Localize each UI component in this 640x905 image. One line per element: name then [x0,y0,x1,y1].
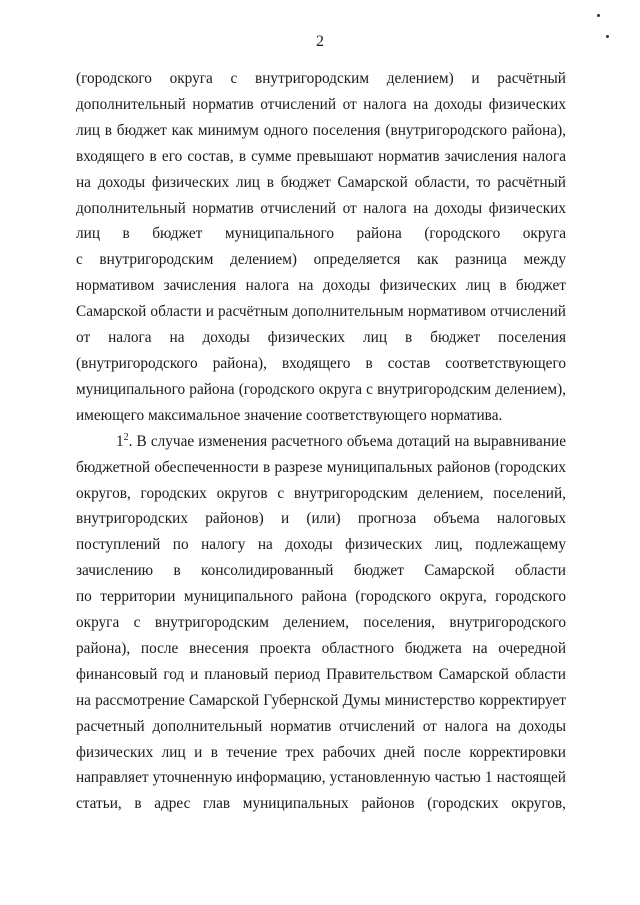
text-line: внутригородских районов) и (или) прогноза объема налоговых [76,510,566,528]
text-line: имеющего максимальное значение соответствующего норматива. [76,406,503,424]
text-line: лиц в бюджет муниципального района (городского округа [76,225,566,243]
text-line: дополнительный норматив отчислений от налога на доходы физических [76,95,566,113]
text-line: финансовый год и плановый период Правительством Самарской области [76,665,566,683]
text-line-first [76,429,566,455]
paragraph-continuation [76,66,566,429]
text-line: по территории муниципального района (городского округа, городского [76,588,566,606]
text-line: лиц в бюджет как минимум одного поселения (внутригородского района), [76,121,566,139]
paragraph-1-2 [76,429,566,818]
text-line: бюджетной обеспеченности в разрезе муниципальных районов (городских [76,458,566,476]
paragraph-marker-superscript: 2 [123,431,129,443]
paragraph-marker: 1 [116,432,124,450]
text-line: (внутригородского района), входящего в состав соответствующего [76,354,566,372]
text-line: поступлений по налогу на доходы физических лиц, подлежащему [76,536,566,554]
text-line: статьи, в адрес глав муниципальных районов (городских округов, [76,795,566,813]
text-line: направляет уточненную информацию, установленную частью 1 настоящей [76,769,566,787]
text-line: района), после внесения проекта областного бюджета на очередной [76,639,566,657]
text-line: на доходы физических лиц в бюджет Самарской области, то расчётный [76,173,566,191]
text-line: нормативом зачисления налога на доходы физических лиц в бюджет [76,277,566,295]
text-line: (городского округа с внутригородским делением) и расчётный [76,70,566,87]
text-line: округа с внутригородским делением, поселения, внутригородского [76,614,566,632]
text-line: физических лиц и в течение трех рабочих дней после корректировки [76,743,566,761]
page-number: 2 [316,33,324,50]
text-line: входящего в его состав, в сумме превышают норматив зачисления налога [76,147,566,165]
text-line: от налога на доходы физических лиц в бюджет поселения [76,329,566,347]
text-line: округов, городских округов с внутригородским делением, поселений, [76,484,566,502]
text-line: муниципального района (городского округа с внутригородским делением), [76,380,566,398]
text-line: с внутригородским делением) определяется как разница между [76,251,566,269]
scan-speck [597,14,600,17]
text-line-rest: . В случае изменения расчетного объема дотаций на выравнивание [128,432,566,450]
text-line: дополнительный норматив отчислений от налога на доходы физических [76,199,566,217]
text-line: Самарской области и расчётным дополнительным нормативом отчислений [76,303,566,321]
text-line: расчетный дополнительный норматив отчислений от налога на доходы [76,717,566,735]
text-line: на рассмотрение Самарской Губернской Думы министерство корректирует [76,691,566,709]
document-body [76,66,566,817]
text-line: зачислению в консолидированный бюджет Самарской области [76,562,566,580]
